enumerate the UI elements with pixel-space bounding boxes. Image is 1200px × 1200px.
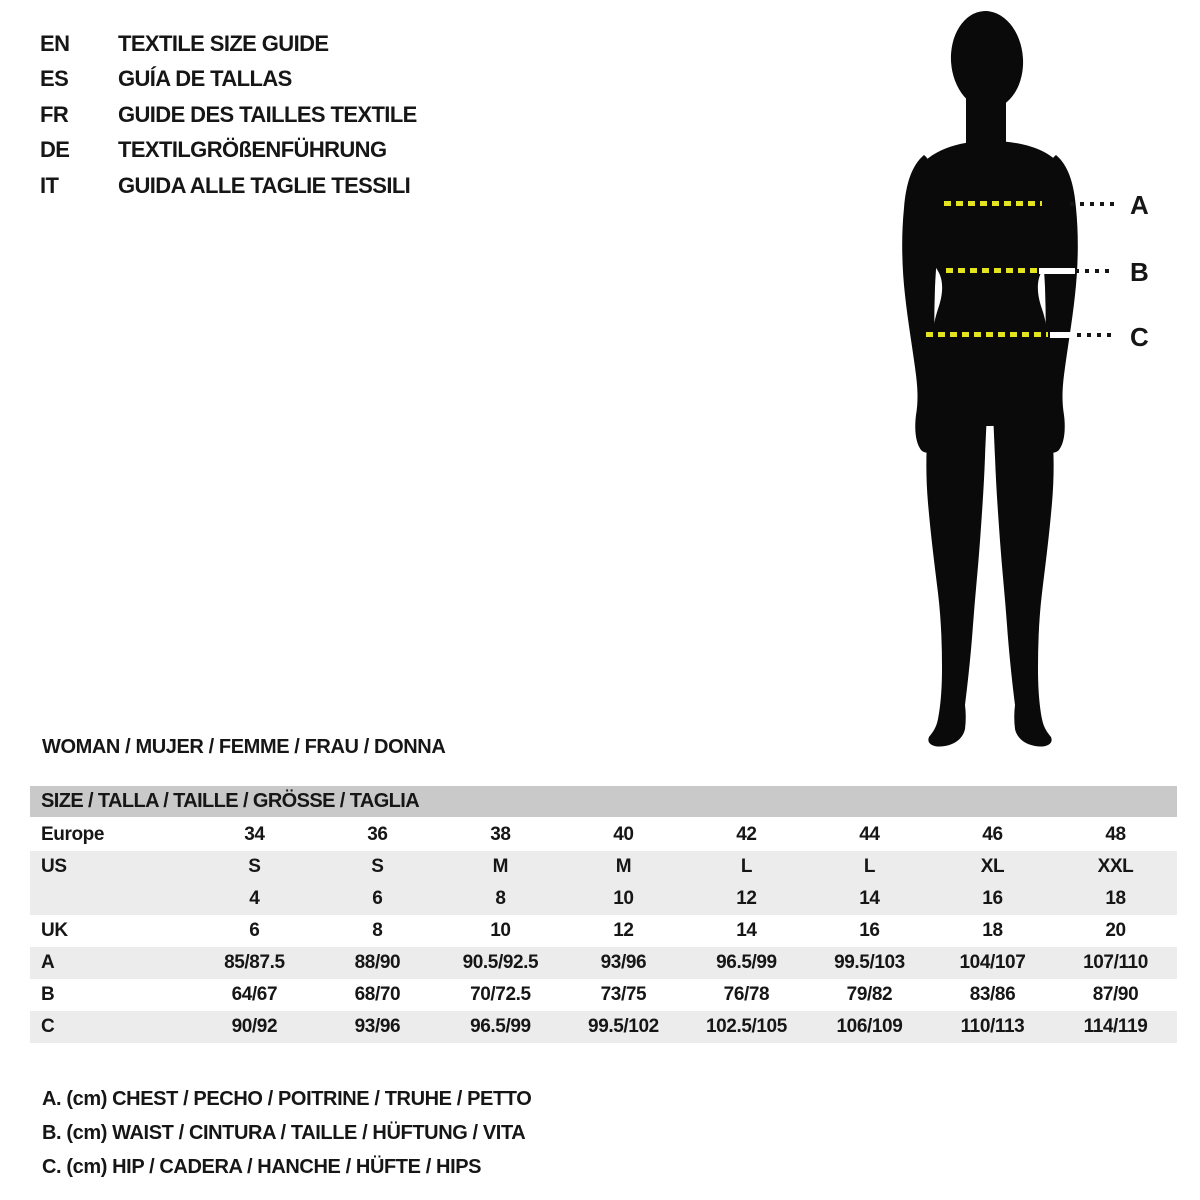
size-value-cell: 90.5/92.5 [462,952,539,973]
legend-line-waist: B. (cm) WAIST / CINTURA / TAILLE / HÜFTUNG / VITA [42,1122,526,1144]
size-value-cell: 10 [490,920,511,941]
size-value-cell: 87/90 [1092,984,1139,1005]
size-value-cell: 18 [982,920,1003,941]
size-value-cell: 70/72.5 [470,984,531,1005]
size-value-cell: 76/78 [723,984,770,1005]
size-value-cell: XL [980,856,1005,877]
size-value-cell: 42 [736,824,757,845]
language-row [40,133,417,169]
size-value-cell: 48 [1105,824,1126,845]
guide-title-fr: GUIDE DES TAILLES TEXTILE [118,101,417,127]
size-value-cell: 83/86 [969,984,1016,1005]
size-table-header: SIZE / TALLA / TAILLE / GRÖSSE / TAGLIA [30,786,1177,817]
language-row [40,168,417,204]
guide-title-es: GUÍA DE TALLAS [118,66,292,92]
legend-line-chest: A. (cm) CHEST / PECHO / POITRINE / TRUHE / PETTO [42,1088,532,1110]
language-row [40,62,417,98]
size-value-cell: 10 [613,888,634,909]
row-label-cell: B [41,984,55,1005]
size-value-cell: 114/119 [1083,1016,1148,1037]
size-value-cell: 104/107 [959,952,1026,973]
chest-leader-dotted-line [1070,202,1114,206]
size-value-cell: 107/110 [1083,952,1148,973]
size-value-cell: L [863,856,876,877]
marker-label-a: A [1130,190,1149,220]
size-value-cell: 99.5/102 [588,1016,659,1037]
size-table [30,786,1177,1043]
language-code: ES [40,66,69,92]
guide-title-en: TEXTILE SIZE GUIDE [118,30,329,56]
table-row [30,915,1177,947]
section-title-woman: WOMAN / MUJER / FEMME / FRAU / DONNA [42,736,446,758]
size-value-cell: 64/67 [231,984,278,1005]
table-row [30,979,1177,1011]
size-value-cell: 38 [490,824,511,845]
size-value-cell: 6 [249,920,260,941]
size-value-cell: 68/70 [354,984,401,1005]
size-value-cell: S [248,856,261,877]
measurement-figure [890,3,1090,748]
size-value-cell: 93/96 [600,952,647,973]
size-value-cell: 40 [613,824,634,845]
row-label-cell: Europe [41,824,105,845]
size-value-cell: 16 [982,888,1003,909]
language-code: FR [40,101,69,127]
size-value-cell: 88/90 [354,952,401,973]
table-row [30,851,1177,883]
table-row [30,883,1177,915]
waist-leader-dotted-line [1075,269,1114,273]
size-value-cell: 34 [244,824,265,845]
language-code: DE [40,137,70,163]
measurement-legend [42,1082,531,1184]
size-value-cell: 90/92 [231,1016,278,1037]
marker-label-c: C [1130,322,1149,352]
size-value-cell: 85/87.5 [224,952,285,973]
size-value-cell: 73/75 [600,984,647,1005]
size-value-cell: 106/109 [836,1016,903,1037]
marker-label-b: B [1130,257,1149,287]
size-value-cell: 14 [859,888,880,909]
row-label-cell: UK [41,920,68,941]
size-value-cell: 99.5/103 [834,952,905,973]
size-value-cell: S [371,856,384,877]
language-code: IT [40,172,59,198]
language-row [40,26,417,62]
row-label-cell: C [41,1016,55,1037]
size-value-cell: 44 [859,824,880,845]
table-row [30,947,1177,979]
woman-silhouette-icon [890,3,1090,748]
chest-measure-dashed-line [944,201,1042,206]
waist-measure-dashed-line [946,268,1038,273]
guide-title-de: TEXTILGRÖßENFÜHRUNG [118,137,387,163]
size-value-cell: 36 [367,824,388,845]
size-value-cell: XXL [1097,856,1134,877]
size-value-cell: 12 [613,920,634,941]
size-value-cell: 12 [736,888,757,909]
size-value-cell: M [615,856,632,877]
size-value-cell: 110/113 [960,1016,1025,1037]
size-value-cell: 8 [495,888,506,909]
size-value-cell: 8 [372,920,383,941]
row-label-cell: US [41,856,67,877]
language-code: EN [40,30,70,56]
size-value-cell: 93/96 [354,1016,401,1037]
size-value-cell: 96.5/99 [716,952,777,973]
size-value-cell: M [492,856,509,877]
size-value-cell: 102.5/105 [705,1016,787,1037]
table-row [30,819,1177,851]
guide-title-it: GUIDA ALLE TAGLIE TESSILI [118,172,411,198]
size-table-grid [30,819,1177,1043]
size-value-cell: 14 [736,920,757,941]
size-value-cell: 6 [372,888,383,909]
language-title-block [40,26,417,204]
table-row [30,1011,1177,1043]
hip-measure-dashed-line [926,332,1048,337]
legend-line-hip: C. (cm) HIP / CADERA / HANCHE / HÜFTE / HIPS [42,1156,482,1178]
size-value-cell: L [740,856,753,877]
language-row [40,97,417,133]
size-value-cell: 4 [249,888,260,909]
size-value-cell: 18 [1105,888,1126,909]
size-value-cell: 16 [859,920,880,941]
hip-leader-dotted-line [1077,333,1114,337]
size-value-cell: 96.5/99 [470,1016,531,1037]
row-label-cell: A [41,952,55,973]
size-value-cell: 79/82 [846,984,893,1005]
size-value-cell: 46 [982,824,1003,845]
row-label-cell [30,883,193,915]
hip-leader-gap [1050,332,1077,338]
waist-leader-gap [1039,268,1075,274]
size-value-cell: 20 [1105,920,1126,941]
